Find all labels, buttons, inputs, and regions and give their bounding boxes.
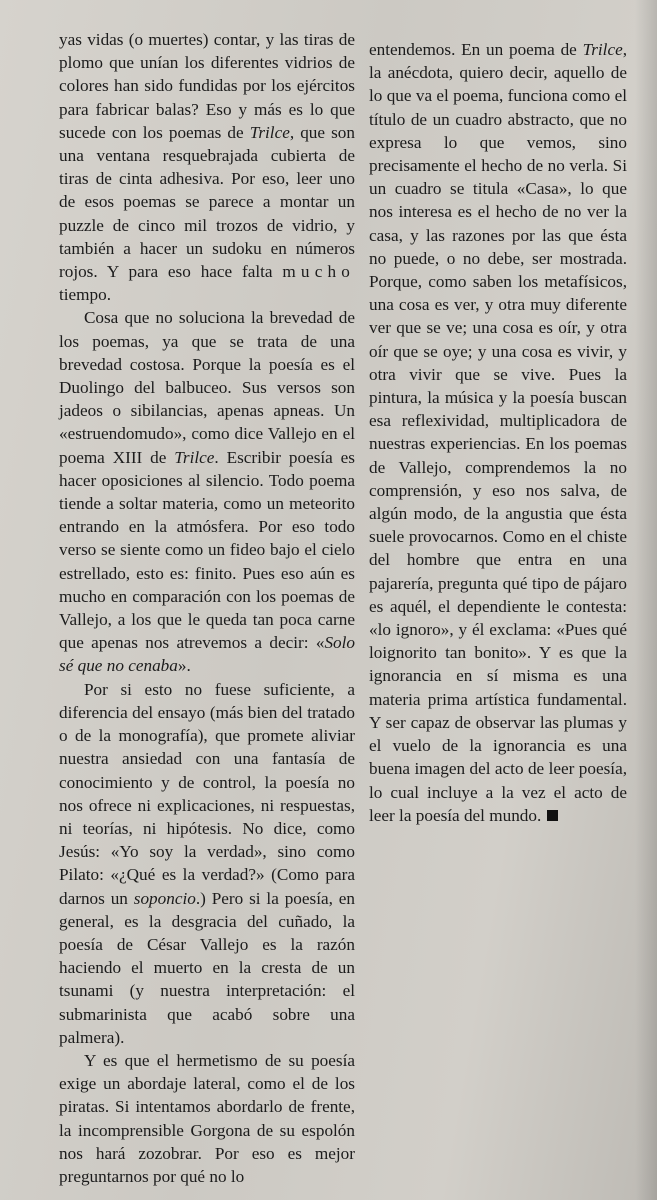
paragraph-3 <box>59 678 355 1049</box>
paragraph-3-text-a: Por si esto no fuese suficiente, a diferencia del ensayo (más bien del tratado o de la monografía), que promete aliviar nuestra ansiedad con una fantasía de conocimiento y de control, la poesía no nos ofrece ni explicaciones, ni respuestas, ni teorías, ni hipótesis. No dice, como Jesús: «Yo soy la verdad», sino como Pilato: «¿Qué es la verdad?» (Como para darnos un <box>59 679 355 908</box>
paragraph-1 <box>59 28 355 306</box>
paragraph-2 <box>59 306 355 677</box>
trilce-title: Trilce <box>582 40 623 59</box>
left-column <box>59 28 355 1188</box>
end-of-article-mark <box>547 810 558 821</box>
trilce-title: Trilce <box>249 122 290 142</box>
italic-soponcio: soponcio <box>133 888 196 908</box>
paragraph-4: Y es que el hermetismo de su poesía exige un abordaje lateral, como el de los piratas. Si intentamos abordarlo de frente, la incomprensible Gorgona de su espolón nos hará zozobrar. Por eso es mejor preguntarnos por qué no lo <box>59 1050 355 1186</box>
paragraph-2-text-b: . Escribir poesía es hacer oposiciones al silencio. Todo poema tiende a soltar materia, como un meteorito entrando en la atmósfera. Por eso todo verso se siente como un fideo bajo el cielo estrellado, esto es: finito. Pues eso aún es mucho en comparación con los poemas de Vallejo, a los que le queda tan poca carne que apenas nos atrevemos a decir: « <box>59 447 356 653</box>
paragraph-3-text-b: .) Pero si la poesía, en general, es la desgracia del cuñado, la poesía de César Vallejo es la razón haciendo el muerto en la cresta de un tsunami (y nuestra interpretación: el submarinista que acabó sobre una palmera). <box>59 888 356 1047</box>
spaced-word-mucho: mucho <box>282 262 355 282</box>
right-column <box>369 38 627 827</box>
paragraph-1-text-b: , que son una ventana resquebrajada cubierta de tiras de cinta adhesiva. Por eso, leer uno de esos poemas se parece a montar un puzzle de cinco mil trozos de vidrio, y también a hacer un sudoku en números rojos. Y para eso hace falta <box>59 122 355 282</box>
paragraph-1-text-c: tiempo. <box>59 285 112 305</box>
italic-quote: Solo sé que no cenaba <box>59 633 355 676</box>
paragraph-2-text-c: ». <box>177 656 191 676</box>
paragraph-1-text-a: yas vidas (o muertes) contar, y las tiras de plomo que unían los diferentes vidrios de colores han sido fundidas por los ejércitos para fabricar balas? Eso y más es lo que sucede con los poemas de <box>59 30 355 142</box>
paragraph-2-text-a: Cosa que no soluciona la brevedad de los poemas, ya que se trata de una brevedad costosa. Porque la poesía es el Duolingo del balbuceo. Sus versos son jadeos o sibilancias, apenas apneas. Un «estruendomudo», como dice Vallejo en el poema XIII de <box>59 308 355 467</box>
page-edge-shadow <box>635 0 657 1200</box>
trilce-title: Trilce <box>174 447 215 467</box>
paragraph-5-text-a: entendemos. En un poema de <box>369 40 583 59</box>
paragraph-5 <box>369 38 627 827</box>
paragraph-5-text-b: , la anécdota, quiero decir, aquello de lo que va el poema, funciona como el título de un cuadro abstracto, que no expresa lo que vemos, sino precisamente el hecho de no verla. Si un cuadro se titula «Casa», lo que nos interesa es el hecho de no ver la casa, y las razones por las que ésta no puede, o no debe, ser mostrada. Porque, como saben los metafísicos, una cosa es ver, y otra muy diferente ver que se ve; una cosa es oír, y otra oír que se oye; y una cosa es vivir, y otra vivir que se vive. Pues la pintura, la música y la poesía buscan esa reflexividad, multiplicadora de nuestras experiencias. En los poemas de Vallejo, comprendemos la no comprensión, y eso nos salva, de algún modo, de la angustia que ésta suele provocarnos. Como en el chiste del hombre que entra en una pajarería, pregunta qué tipo de pájaro es aquél, el dependiente le contesta: «lo ignoro», y él exclama: «Pues qué loignorito tan bonito». Y es que la ignorancia en sí misma es una materia prima artística fundamental. Y ser capaz de observar las plumas y el vuelo de la ignorancia es una buena imagen del acto de leer poesía, lo cual incluye a la vez el acto de leer la poesía del mundo. <box>369 40 627 825</box>
